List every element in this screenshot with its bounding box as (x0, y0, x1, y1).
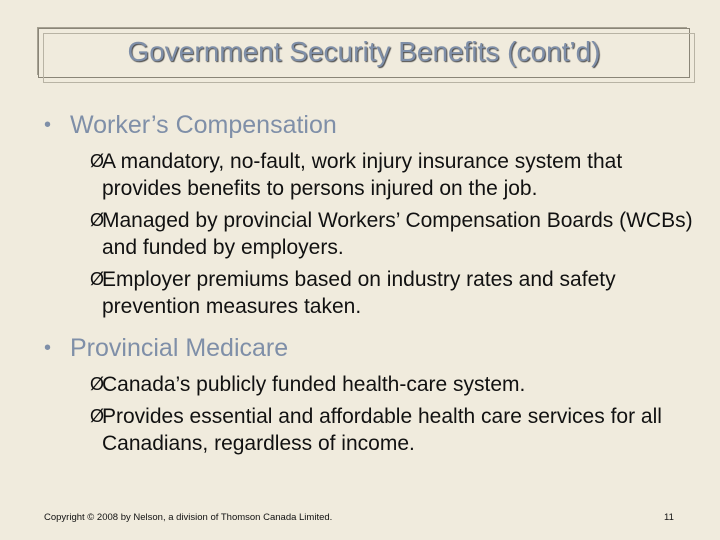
arrow-bullet-icon: Ø (90, 269, 105, 289)
bullet-dot-icon: • (44, 337, 52, 359)
section-heading: Worker’s Compensation (70, 111, 337, 139)
arrow-bullet-icon: Ø (90, 151, 105, 171)
title-box (38, 28, 690, 78)
sub-bullet-list (90, 371, 694, 457)
list-item (90, 266, 694, 320)
arrow-bullet-icon: Ø (90, 210, 105, 230)
slide-content (44, 110, 694, 462)
list-item-text: Managed by provincial Workers’ Compensation Boards (WCBs) and funded by employers. (102, 209, 693, 259)
list-item-text: A mandatory, no-fault, work injury insurance system that provides benefits to persons injured on the job. (102, 150, 623, 200)
bullet-heading (44, 110, 694, 140)
list-item-text: Canada’s publicly funded health-care system. (102, 373, 526, 396)
bullet-dot-icon: • (44, 114, 52, 136)
page-number: 11 (664, 512, 674, 523)
bullet-heading (44, 333, 694, 363)
section-workers-compensation (44, 110, 694, 320)
arrow-bullet-icon: Ø (90, 406, 105, 426)
page-title: Government Security Benefits (cont’d) (127, 36, 601, 67)
arrow-bullet-icon: Ø (90, 374, 105, 394)
list-item (90, 403, 694, 457)
section-heading: Provincial Medicare (70, 334, 289, 362)
sub-bullet-list (90, 148, 694, 320)
list-item-text: Provides essential and affordable health care services for all Canadians, regardless of income. (102, 405, 662, 455)
list-item (90, 148, 694, 202)
list-item (90, 207, 694, 261)
list-item-text: Employer premiums based on industry rates and safety prevention measures taken. (102, 268, 616, 318)
footer-copyright: Copyright © 2008 by Nelson, a division of Thomson Canada Limited. (44, 512, 333, 523)
section-provincial-medicare (44, 333, 694, 457)
list-item (90, 371, 694, 398)
